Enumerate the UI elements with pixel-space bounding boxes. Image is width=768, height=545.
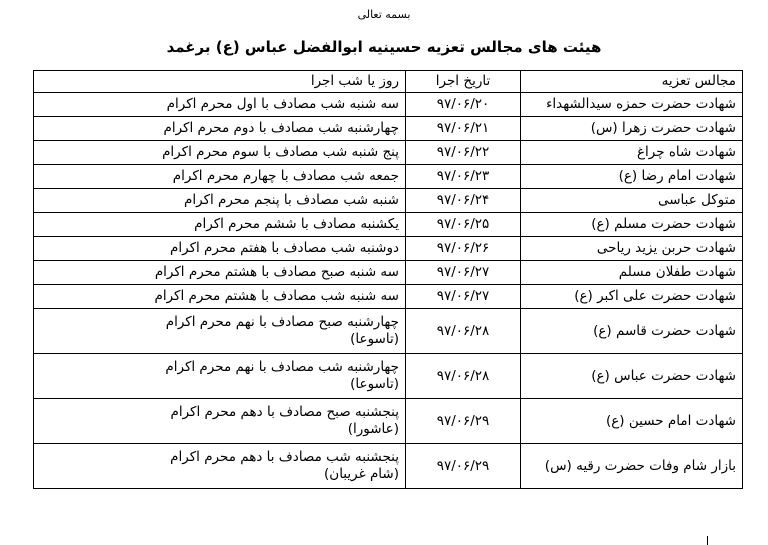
cell-date: ۹۷/۰۶/۲۸ [406,354,521,399]
cell-date: ۹۷/۰۶/۲۵ [406,213,521,237]
cell-day-line: سه شنبه صبح مصادف با هشتم محرم اکرام [154,264,399,280]
cell-majlis: شهادت حضرت علی اکبر (ع) [521,285,743,309]
cell-day-note: (شام غریبان) [324,466,399,482]
cell-majlis: شهادت امام رضا (ع) [521,165,743,189]
cell-day-line: چهارشنبه صبح مصادف با نهم محرم اکرام [165,314,399,330]
table-row [34,285,743,309]
cell-day [34,165,406,189]
table-row [34,309,743,354]
cell-day-line: شنبه شب مصادف با پنجم محرم اکرام [184,192,399,208]
table-row [34,237,743,261]
cell-majlis: شهادت حضرت عباس (ع) [521,354,743,399]
column-header-majlis: مجالس تعزیه [521,71,743,93]
table-row [34,213,743,237]
cell-majlis: شهادت حضرت زهرا (س) [521,117,743,141]
cell-day [34,213,406,237]
cell-majlis: متوکل عباسی [521,189,743,213]
cell-day-line: دوشنبه شب مصادف با هفتم محرم اکرام [170,240,399,256]
cell-day [34,237,406,261]
cell-day-line: جمعه شب مصادف با چهارم محرم اکرام [172,168,399,184]
cell-day-line: یکشنبه مصادف با ششم محرم اکرام [194,216,399,232]
cell-majlis: شهادت حضرت حمزه سیدالشهداء [521,93,743,117]
cell-day [34,93,406,117]
column-header-day: روز یا شب اجرا [34,71,406,93]
cell-majlis: شهادت طفلان مسلم [521,261,743,285]
table-row [34,117,743,141]
cell-majlis: بازار شام وفات حضرت رقیه (س) [521,444,743,489]
cell-date: ۹۷/۰۶/۲۸ [406,309,521,354]
cell-day-note: (تاسوعا) [350,331,399,347]
cell-day-note: (تاسوعا) [350,376,399,392]
cell-day [34,189,406,213]
table-row [34,354,743,399]
table-header-row [34,71,743,93]
cell-majlis: شهادت شاه چراغ [521,141,743,165]
cell-day-line: پنج شنبه شب مصادف با سوم محرم اکرام [162,144,399,160]
cell-day [34,141,406,165]
cell-majlis: شهادت حضرت مسلم (ع) [521,213,743,237]
page-edge-mark [707,536,708,545]
cell-day-line: سه شنبه شب مصادف با هشتم محرم اکرام [154,288,399,304]
cell-date: ۹۷/۰۶/۲۳ [406,165,521,189]
cell-day-line: سه شنبه شب مصادف با اول محرم اکرام [166,96,399,112]
cell-date: ۹۷/۰۶/۲۶ [406,237,521,261]
cell-day [34,261,406,285]
cell-day [34,444,406,489]
table-row [34,444,743,489]
page-title: هیئت های مجالس تعزیه حسینیه ابوالفضل عباس (ع) برغمد [166,38,602,56]
column-header-date: تاریخ اجرا [406,71,521,93]
table-row [34,165,743,189]
cell-date: ۹۷/۰۶/۲۹ [406,399,521,444]
cell-day [34,354,406,399]
cell-majlis: شهادت حربن یزید ریاحی [521,237,743,261]
cell-date: ۹۷/۰۶/۲۰ [406,93,521,117]
cell-day-line: چهارشنبه شب مصادف با دوم محرم اکرام [163,120,399,136]
table-row [34,261,743,285]
cell-day [34,399,406,444]
bismillah-heading: بسمه تعالی [357,8,411,21]
cell-date: ۹۷/۰۶/۲۴ [406,189,521,213]
cell-majlis: شهادت حضرت قاسم (ع) [521,309,743,354]
cell-date: ۹۷/۰۶/۲۱ [406,117,521,141]
table-row [34,399,743,444]
cell-day-note: (عاشورا) [347,421,399,437]
table-row [34,141,743,165]
cell-day [34,117,406,141]
cell-date: ۹۷/۰۶/۲۷ [406,261,521,285]
cell-date: ۹۷/۰۶/۲۹ [406,444,521,489]
cell-date: ۹۷/۰۶/۲۲ [406,141,521,165]
cell-day-line: پنجشنبه صبح مصادف با دهم محرم اکرام [170,404,399,420]
cell-day [34,285,406,309]
cell-majlis: شهادت امام حسین (ع) [521,399,743,444]
cell-day-line: پنجشنبه شب مصادف با دهم محرم اکرام [170,449,399,465]
cell-day [34,309,406,354]
schedule-table [33,70,743,489]
cell-day-line: چهارشنبه شب مصادف با نهم محرم اکرام [165,359,399,375]
cell-date: ۹۷/۰۶/۲۷ [406,285,521,309]
table-row [34,189,743,213]
table-row [34,93,743,117]
